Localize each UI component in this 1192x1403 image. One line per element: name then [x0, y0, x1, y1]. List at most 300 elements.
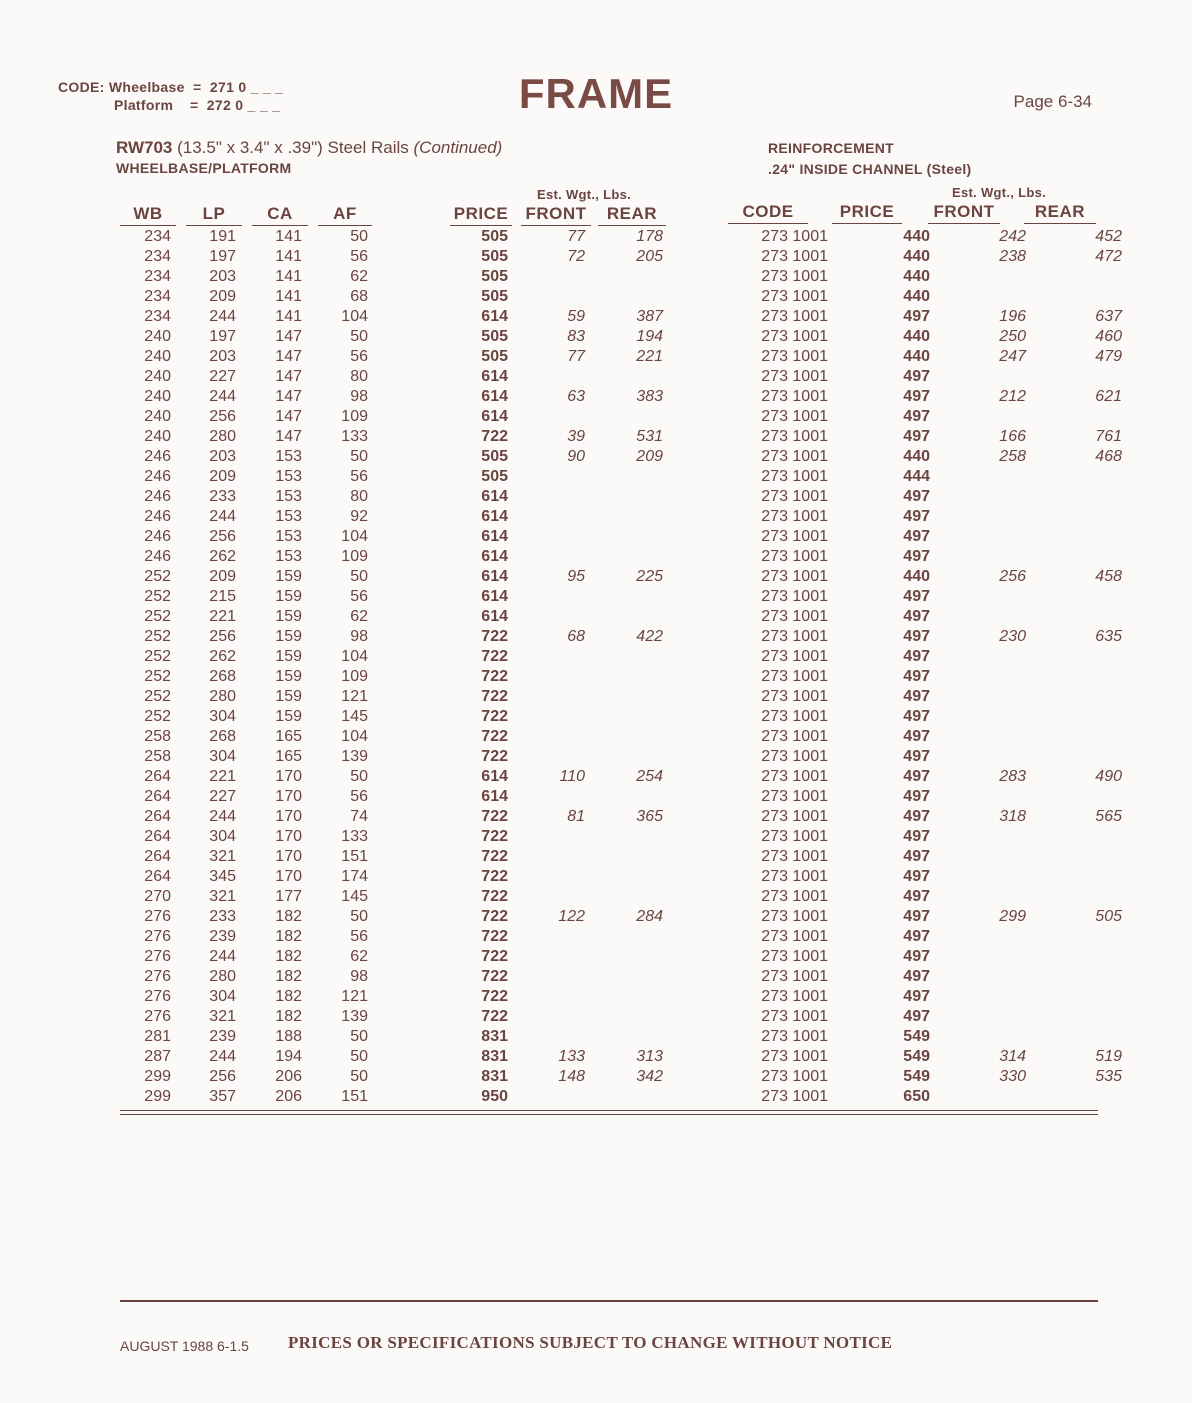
table-row [0, 347, 1122, 367]
cell-code: 273 1001 [761, 868, 828, 885]
cell-reinforcement-rear-weight [1026, 487, 1122, 507]
cell-ca: 182 [275, 988, 302, 1005]
cell-front-weight [508, 367, 585, 387]
cell-reinforcement-front-weight [930, 487, 1026, 507]
table-end-double-rule [120, 1110, 1098, 1115]
cell-code: 273 1001 [761, 228, 828, 245]
cell-reinforcement-price: 440 [903, 328, 930, 345]
cell-code: 273 1001 [761, 548, 828, 565]
cell-front-weight: 90 [567, 448, 585, 465]
cell-lp: 304 [209, 708, 236, 725]
cell-reinforcement-front-weight [930, 727, 1026, 747]
cell-af: 50 [350, 228, 368, 245]
cell-code: 273 1001 [761, 428, 828, 445]
cell-front-weight: 110 [559, 768, 585, 785]
cell-rear-weight [585, 1087, 663, 1107]
cell-front-weight: 59 [567, 308, 585, 325]
cell-reinforcement-front-weight [930, 927, 1026, 947]
cell-code: 273 1001 [761, 908, 828, 925]
cell-reinforcement-front-weight [930, 987, 1026, 1007]
cell-wb: 264 [144, 768, 171, 785]
cell-reinforcement-front-weight: 256 [999, 568, 1026, 585]
cell-rear-weight: 387 [636, 308, 663, 325]
cell-reinforcement-rear-weight [1026, 707, 1122, 727]
cell-reinforcement-price: 497 [903, 628, 930, 645]
cell-ca: 182 [275, 948, 302, 965]
cell-wb: 240 [144, 328, 171, 345]
cell-reinforcement-rear-weight [1026, 607, 1122, 627]
cell-reinforcement-rear-weight [1026, 527, 1122, 547]
cell-reinforcement-price: 497 [903, 1008, 930, 1025]
cell-front-weight: 68 [567, 628, 585, 645]
cell-reinforcement-rear-weight: 505 [1095, 908, 1122, 925]
cell-reinforcement-price: 440 [903, 568, 930, 585]
cell-front-weight [508, 1087, 585, 1107]
cell-price: 722 [481, 708, 508, 725]
cell-front-weight [508, 867, 585, 887]
cell-reinforcement-price: 497 [903, 748, 930, 765]
cell-reinforcement-front-weight: 314 [999, 1048, 1026, 1065]
cell-ca: 170 [275, 788, 302, 805]
cell-wb: 234 [144, 248, 171, 265]
cell-ca: 182 [275, 968, 302, 985]
cell-ca: 165 [275, 728, 302, 745]
cell-price: 722 [481, 688, 508, 705]
cell-lp: 321 [209, 1008, 236, 1025]
cell-code: 273 1001 [761, 928, 828, 945]
cell-af: 104 [341, 528, 368, 545]
cell-front-weight: 148 [558, 1068, 585, 1085]
cell-price: 722 [481, 948, 508, 965]
cell-af: 56 [350, 468, 368, 485]
cell-wb: 252 [144, 668, 171, 685]
cell-wb: 252 [144, 708, 171, 725]
footer-date: AUGUST 1988 6-1.5 [120, 1338, 249, 1354]
cell-rear-weight [585, 1027, 663, 1047]
cell-lp: 197 [209, 328, 236, 345]
cell-af: 50 [350, 568, 368, 585]
cell-wb: 252 [144, 588, 171, 605]
cell-rear-weight [585, 707, 663, 727]
cell-reinforcement-front-weight: 238 [999, 248, 1026, 265]
cell-ca: 182 [275, 908, 302, 925]
cell-reinforcement-price: 549 [903, 1068, 930, 1085]
cell-lp: 209 [209, 568, 236, 585]
cell-rear-weight [585, 267, 663, 287]
cell-wb: 287 [144, 1048, 171, 1065]
col-header-code: CODE [728, 202, 808, 224]
cell-wb: 264 [144, 828, 171, 845]
cell-ca: 159 [275, 708, 302, 725]
cell-reinforcement-price: 497 [903, 728, 930, 745]
cell-ca: 141 [275, 308, 302, 325]
cell-ca: 206 [275, 1068, 302, 1085]
table-row [0, 1047, 1122, 1067]
cell-reinforcement-front-weight: 299 [999, 908, 1026, 925]
cell-reinforcement-rear-weight [1026, 967, 1122, 987]
cell-price: 505 [481, 228, 508, 245]
cell-price: 722 [481, 728, 508, 745]
cell-reinforcement-front-weight: 196 [999, 308, 1026, 325]
cell-code: 273 1001 [761, 288, 828, 305]
cell-price: 722 [481, 928, 508, 945]
cell-reinforcement-front-weight [930, 1027, 1026, 1047]
est-weight-label-right: Est. Wgt., Lbs. [952, 185, 1047, 200]
cell-af: 80 [350, 488, 368, 505]
cell-code: 273 1001 [761, 308, 828, 325]
cell-reinforcement-price: 440 [903, 448, 930, 465]
cell-lp: 227 [209, 788, 236, 805]
cell-af: 62 [350, 948, 368, 965]
cell-ca: 147 [275, 348, 302, 365]
table-row [0, 267, 1122, 287]
cell-reinforcement-price: 497 [903, 828, 930, 845]
cell-price: 614 [481, 588, 508, 605]
cell-reinforcement-price: 497 [903, 408, 930, 425]
cell-price: 722 [481, 1008, 508, 1025]
cell-af: 145 [341, 888, 368, 905]
cell-price: 722 [481, 428, 508, 445]
cell-rear-weight: 365 [636, 808, 663, 825]
cell-reinforcement-price: 497 [903, 708, 930, 725]
cell-af: 56 [350, 788, 368, 805]
cell-rear-weight [585, 687, 663, 707]
cell-lp: 221 [209, 608, 236, 625]
table-row [0, 647, 1122, 667]
cell-code: 273 1001 [761, 848, 828, 865]
cell-wb: 246 [144, 448, 171, 465]
col-header-front: FRONT [521, 204, 591, 226]
cell-reinforcement-front-weight [930, 547, 1026, 567]
cell-reinforcement-rear-weight [1026, 1027, 1122, 1047]
cell-reinforcement-front-weight [930, 887, 1026, 907]
cell-wb: 252 [144, 568, 171, 585]
cell-rear-weight [585, 847, 663, 867]
rail-spec: (13.5" x 3.4" x .39") Steel Rails [172, 138, 414, 157]
table-row [0, 407, 1122, 427]
cell-reinforcement-price: 497 [903, 868, 930, 885]
table-row [0, 427, 1122, 447]
cell-rear-weight: 313 [636, 1048, 663, 1065]
cell-front-weight [508, 507, 585, 527]
table-row [0, 367, 1122, 387]
cell-code: 273 1001 [761, 1048, 828, 1065]
cell-ca: 170 [275, 768, 302, 785]
table-row [0, 487, 1122, 507]
cell-price: 614 [481, 368, 508, 385]
cell-lp: 191 [209, 228, 236, 245]
cell-code: 273 1001 [761, 408, 828, 425]
cell-front-weight [508, 827, 585, 847]
cell-reinforcement-front-weight: 318 [999, 808, 1026, 825]
cell-ca: 147 [275, 388, 302, 405]
cell-wb: 240 [144, 368, 171, 385]
cell-rear-weight: 342 [636, 1068, 663, 1085]
cell-reinforcement-front-weight [930, 527, 1026, 547]
cell-lp: 203 [209, 348, 236, 365]
col-header-rear: REAR [598, 204, 666, 226]
cell-ca: 188 [275, 1028, 302, 1045]
cell-lp: 256 [209, 528, 236, 545]
cell-wb: 264 [144, 848, 171, 865]
cell-front-weight [508, 1007, 585, 1027]
table-row [0, 1027, 1122, 1047]
cell-reinforcement-price: 444 [903, 468, 930, 485]
cell-price: 722 [481, 908, 508, 925]
cell-reinforcement-rear-weight [1026, 367, 1122, 387]
cell-reinforcement-price: 497 [903, 788, 930, 805]
cell-code: 273 1001 [761, 668, 828, 685]
cell-af: 109 [341, 548, 368, 565]
table-row [0, 887, 1122, 907]
cell-price: 505 [481, 288, 508, 305]
cell-reinforcement-front-weight [930, 687, 1026, 707]
cell-wb: 276 [144, 928, 171, 945]
cell-code: 273 1001 [761, 248, 828, 265]
cell-reinforcement-price: 497 [903, 388, 930, 405]
cell-front-weight [508, 847, 585, 867]
cell-code: 273 1001 [761, 528, 828, 545]
cell-af: 133 [341, 828, 368, 845]
cell-af: 56 [350, 248, 368, 265]
cell-reinforcement-price: 440 [903, 228, 930, 245]
cell-price: 505 [481, 268, 508, 285]
cell-price: 722 [481, 988, 508, 1005]
cell-price: 614 [481, 768, 508, 785]
cell-code: 273 1001 [761, 988, 828, 1005]
cell-lp: 304 [209, 748, 236, 765]
cell-front-weight [508, 587, 585, 607]
cell-reinforcement-rear-weight [1026, 547, 1122, 567]
cell-lp: 256 [209, 1068, 236, 1085]
cell-price: 722 [481, 828, 508, 845]
cell-wb: 234 [144, 308, 171, 325]
cell-price: 722 [481, 628, 508, 645]
cell-wb: 299 [144, 1088, 171, 1105]
cell-ca: 153 [275, 508, 302, 525]
cell-rear-weight [585, 927, 663, 947]
cell-rear-weight [585, 967, 663, 987]
cell-reinforcement-price: 440 [903, 268, 930, 285]
cell-lp: 268 [209, 668, 236, 685]
cell-reinforcement-rear-weight: 565 [1095, 808, 1122, 825]
cell-af: 145 [341, 708, 368, 725]
cell-lp: 321 [209, 888, 236, 905]
cell-af: 50 [350, 908, 368, 925]
cell-af: 139 [341, 748, 368, 765]
cell-wb: 246 [144, 488, 171, 505]
cell-price: 505 [481, 468, 508, 485]
cell-reinforcement-price: 549 [903, 1048, 930, 1065]
cell-wb: 264 [144, 868, 171, 885]
cell-rear-weight: 383 [636, 388, 663, 405]
col-header-price-reinforcement: PRICE [832, 202, 902, 224]
cell-reinforcement-rear-weight [1026, 727, 1122, 747]
cell-af: 121 [341, 988, 368, 1005]
cell-wb: 234 [144, 288, 171, 305]
cell-reinforcement-rear-weight: 479 [1095, 348, 1122, 365]
cell-af: 151 [341, 848, 368, 865]
cell-code: 273 1001 [761, 448, 828, 465]
frame-table [0, 227, 1122, 1107]
cell-reinforcement-price: 497 [903, 928, 930, 945]
cell-reinforcement-rear-weight: 472 [1095, 248, 1122, 265]
table-row [0, 527, 1122, 547]
cell-ca: 159 [275, 668, 302, 685]
cell-wb: 270 [144, 888, 171, 905]
cell-wb: 246 [144, 468, 171, 485]
reinforcement-heading [768, 138, 972, 180]
cell-wb: 252 [144, 608, 171, 625]
cell-lp: 321 [209, 848, 236, 865]
table-row [0, 907, 1122, 927]
cell-reinforcement-front-weight: 212 [999, 388, 1026, 405]
cell-lp: 233 [209, 488, 236, 505]
footer-notice: PRICES OR SPECIFICATIONS SUBJECT TO CHANGE WITHOUT NOTICE [288, 1333, 893, 1352]
cell-code: 273 1001 [761, 728, 828, 745]
cell-code: 273 1001 [761, 1008, 828, 1025]
cell-front-weight [508, 607, 585, 627]
table-row [0, 627, 1122, 647]
cell-reinforcement-rear-weight [1026, 747, 1122, 767]
cell-reinforcement-front-weight: 250 [999, 328, 1026, 345]
cell-lp: 239 [209, 928, 236, 945]
cell-lp: 304 [209, 828, 236, 845]
cell-code: 273 1001 [761, 1028, 828, 1045]
cell-front-weight [508, 547, 585, 567]
cell-price: 831 [481, 1048, 508, 1065]
cell-ca: 159 [275, 628, 302, 645]
cell-ca: 141 [275, 288, 302, 305]
cell-front-weight [508, 747, 585, 767]
cell-lp: 345 [209, 868, 236, 885]
cell-reinforcement-front-weight [930, 1087, 1026, 1107]
cell-lp: 215 [209, 588, 236, 605]
cell-lp: 244 [209, 808, 236, 825]
cell-reinforcement-rear-weight [1026, 927, 1122, 947]
cell-ca: 182 [275, 1008, 302, 1025]
reinforcement-title: REINFORCEMENT [768, 140, 895, 156]
cell-af: 62 [350, 268, 368, 285]
cell-reinforcement-front-weight [930, 407, 1026, 427]
cell-rear-weight [585, 507, 663, 527]
cell-reinforcement-front-weight: 258 [999, 448, 1026, 465]
cell-ca: 153 [275, 528, 302, 545]
cell-lp: 280 [209, 688, 236, 705]
cell-front-weight: 122 [558, 908, 585, 925]
col-header-rear-reinforcement: REAR [1024, 202, 1096, 224]
cell-code: 273 1001 [761, 768, 828, 785]
cell-reinforcement-price: 549 [903, 1028, 930, 1045]
cell-wb: 234 [144, 268, 171, 285]
cell-af: 151 [341, 1088, 368, 1105]
cell-code: 273 1001 [761, 948, 828, 965]
cell-code: 273 1001 [761, 1068, 828, 1085]
cell-reinforcement-front-weight [930, 787, 1026, 807]
cell-front-weight: 77 [567, 228, 585, 245]
table-row [0, 247, 1122, 267]
cell-reinforcement-rear-weight [1026, 687, 1122, 707]
cell-reinforcement-rear-weight: 519 [1095, 1048, 1122, 1065]
page-number: Page 6-34 [1013, 92, 1092, 111]
cell-rear-weight [585, 467, 663, 487]
cell-lp: 221 [209, 768, 236, 785]
cell-reinforcement-front-weight: 247 [999, 348, 1026, 365]
cell-price: 831 [481, 1068, 508, 1085]
cell-reinforcement-rear-weight [1026, 827, 1122, 847]
model-code: RW703 [116, 138, 173, 157]
cell-code: 273 1001 [761, 828, 828, 845]
cell-reinforcement-rear-weight: 490 [1095, 768, 1122, 785]
cell-rear-weight [585, 527, 663, 547]
col-header-ca: CA [252, 204, 308, 226]
cell-price: 722 [481, 748, 508, 765]
cell-ca: 194 [275, 1048, 302, 1065]
table-body [0, 227, 1122, 1107]
cell-ca: 159 [275, 588, 302, 605]
cell-af: 98 [350, 968, 368, 985]
cell-front-weight [508, 487, 585, 507]
cell-reinforcement-front-weight [930, 947, 1026, 967]
cell-lp: 244 [209, 508, 236, 525]
section-subtitle [116, 138, 502, 158]
cell-ca: 170 [275, 868, 302, 885]
cell-reinforcement-price: 497 [903, 608, 930, 625]
cell-reinforcement-rear-weight: 452 [1095, 228, 1122, 245]
cell-front-weight [508, 927, 585, 947]
table-row [0, 607, 1122, 627]
cell-wb: 246 [144, 548, 171, 565]
cell-front-weight: 72 [567, 248, 585, 265]
cell-reinforcement-front-weight [930, 507, 1026, 527]
cell-front-weight [508, 467, 585, 487]
cell-ca: 141 [275, 268, 302, 285]
cell-front-weight: 81 [567, 808, 585, 825]
cell-wb: 276 [144, 968, 171, 985]
cell-rear-weight [585, 887, 663, 907]
cell-af: 98 [350, 628, 368, 645]
cell-rear-weight [585, 947, 663, 967]
table-row [0, 967, 1122, 987]
cell-price: 505 [481, 348, 508, 365]
cell-price: 831 [481, 1028, 508, 1045]
cell-af: 50 [350, 768, 368, 785]
cell-price: 722 [481, 848, 508, 865]
cell-af: 50 [350, 1068, 368, 1085]
cell-price: 505 [481, 328, 508, 345]
cell-reinforcement-front-weight [930, 747, 1026, 767]
cell-reinforcement-front-weight: 283 [999, 768, 1026, 785]
cell-reinforcement-price: 497 [903, 848, 930, 865]
table-row [0, 667, 1122, 687]
cell-af: 92 [350, 508, 368, 525]
cell-price: 614 [481, 508, 508, 525]
cell-reinforcement-front-weight: 230 [999, 628, 1026, 645]
cell-af: 56 [350, 928, 368, 945]
cell-reinforcement-rear-weight [1026, 587, 1122, 607]
cell-reinforcement-price: 440 [903, 248, 930, 265]
cell-wb: 240 [144, 408, 171, 425]
cell-reinforcement-rear-weight [1026, 847, 1122, 867]
table-row [0, 807, 1122, 827]
table-row [0, 507, 1122, 527]
cell-reinforcement-price: 497 [903, 528, 930, 545]
cell-ca: 159 [275, 648, 302, 665]
cell-rear-weight: 209 [636, 448, 663, 465]
cell-front-weight [508, 987, 585, 1007]
cell-rear-weight [585, 1007, 663, 1027]
cell-reinforcement-price: 497 [903, 368, 930, 385]
